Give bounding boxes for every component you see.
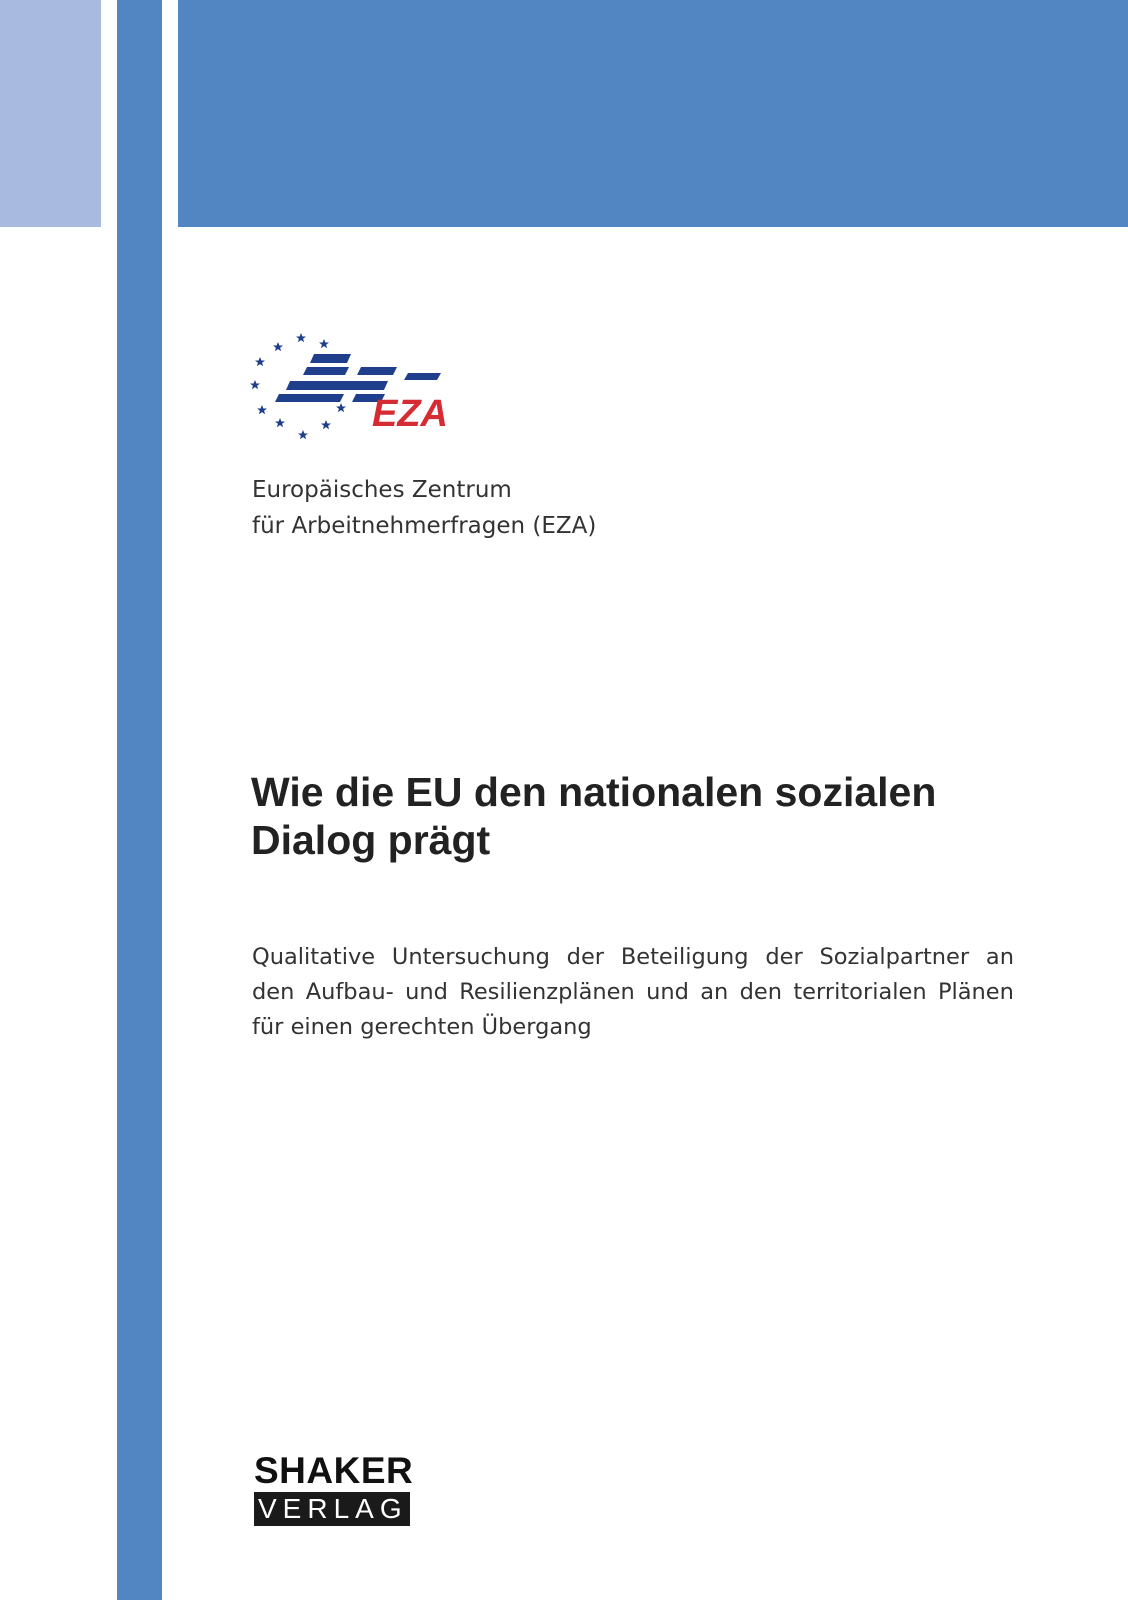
subtitle-word: der bbox=[765, 944, 803, 970]
subtitle-word: Qualitative bbox=[252, 944, 376, 970]
organization-line-1: Europäisches Zentrum bbox=[252, 477, 512, 503]
publisher-logo bbox=[254, 1450, 414, 1526]
publisher-name: SHAKER bbox=[254, 1450, 414, 1491]
subtitle-word: territorialen bbox=[793, 979, 927, 1005]
title-line-1: Wie die EU den nationalen sozialen bbox=[251, 769, 937, 815]
subtitle-word: der bbox=[566, 944, 605, 970]
subtitle-word: Resilienzplänen bbox=[459, 979, 635, 1005]
eza-logo-text: EZA bbox=[372, 393, 448, 435]
subtitle-word: Untersuchung bbox=[391, 944, 550, 970]
subtitle-word: an bbox=[700, 979, 729, 1005]
book-subtitle bbox=[252, 940, 1014, 1045]
decorative-vertical-stripe bbox=[117, 0, 162, 1600]
subtitle-word: und bbox=[405, 979, 448, 1005]
subtitle-word: und bbox=[646, 979, 689, 1005]
book-title bbox=[251, 768, 1031, 864]
subtitle-word: an bbox=[985, 944, 1014, 970]
title-line-2: Dialog prägt bbox=[251, 817, 491, 863]
subtitle-word: Sozialpartner bbox=[819, 944, 970, 970]
subtitle-word: den bbox=[252, 979, 295, 1005]
subtitle-word: Aufbau- bbox=[305, 979, 394, 1005]
publisher-sub: VERLAG bbox=[254, 1492, 410, 1526]
subtitle-line-3: für einen gerechten Übergang bbox=[252, 1014, 592, 1040]
organization-line-2: für Arbeitnehmerfragen (EZA) bbox=[252, 513, 597, 539]
subtitle-line-2 bbox=[252, 975, 1014, 1010]
decorative-light-block bbox=[0, 0, 101, 227]
subtitle-line-1 bbox=[252, 940, 1014, 975]
decorative-header-band bbox=[178, 0, 1128, 227]
eza-logo bbox=[248, 330, 473, 445]
organization-name bbox=[252, 472, 596, 544]
subtitle-word: Beteiligung bbox=[620, 944, 749, 970]
subtitle-word: Plänen bbox=[937, 979, 1014, 1005]
subtitle-word: den bbox=[739, 979, 783, 1005]
